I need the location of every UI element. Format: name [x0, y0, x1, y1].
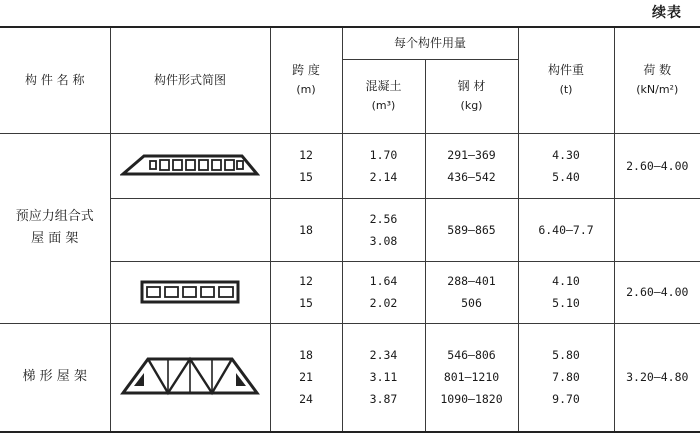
- concrete-cell: [342, 261, 425, 323]
- concrete-value: 1.64: [369, 274, 398, 288]
- steel-value: 436—542: [447, 169, 496, 184]
- weight-cell: [518, 261, 614, 323]
- span-value: 18: [299, 222, 313, 237]
- concrete-value: 3.08: [369, 233, 398, 248]
- component-name-cell: [0, 323, 110, 432]
- header-load: [614, 27, 700, 133]
- concrete-value: 2.02: [369, 296, 398, 310]
- weight-value: 4.30: [552, 147, 580, 162]
- header-load-unit: (kN/m²): [636, 83, 679, 97]
- component-name-line: 梯 形 屋 架: [22, 369, 87, 385]
- rectangular-frame-diagram: [140, 279, 240, 305]
- concrete-value: 2.56: [369, 211, 398, 226]
- header-steel-unit: (kg): [460, 99, 483, 112]
- load-cell: [614, 323, 700, 432]
- steel-cell: [425, 133, 518, 198]
- concrete-value: 2.14: [369, 169, 398, 184]
- header-span-unit: (m): [296, 83, 316, 97]
- span-value: 15: [299, 169, 313, 184]
- diagram-cell: [110, 198, 270, 261]
- weight-value: 9.70: [552, 392, 580, 407]
- weight-cell: [518, 198, 614, 261]
- load-value: 2.60—4.00: [626, 285, 689, 299]
- concrete-cell: [342, 133, 425, 198]
- diagram-cell: [110, 323, 270, 432]
- weight-cell: [518, 133, 614, 198]
- header-weight-unit: (t): [559, 83, 573, 97]
- steel-value: 288—401: [447, 274, 496, 288]
- header-span-label: 跨 度: [292, 63, 320, 78]
- trapezoid-truss-diagram: [120, 146, 260, 186]
- span-value: 24: [299, 392, 313, 407]
- trapezoidal-truss-diagram: [120, 353, 260, 401]
- concrete-value: 1.70: [369, 147, 398, 162]
- steel-value: 589—865: [447, 222, 496, 237]
- table-row: [0, 133, 700, 198]
- header-steel-label: 钢 材: [457, 79, 486, 93]
- weight-cell: [518, 323, 614, 432]
- span-cell: [270, 198, 342, 261]
- weight-value: 4.10: [552, 274, 580, 288]
- header-concrete-unit: (m³): [371, 99, 396, 112]
- steel-value: 1090—1820: [440, 392, 503, 407]
- concrete-cell: [342, 198, 425, 261]
- diagram-cell: [110, 133, 270, 198]
- span-cell: [270, 261, 342, 323]
- load-cell: [614, 198, 700, 261]
- span-cell: [270, 323, 342, 432]
- steel-cell: [425, 198, 518, 261]
- span-value: 12: [299, 274, 313, 288]
- concrete-value: 3.11: [369, 370, 398, 385]
- header-span: [270, 27, 342, 133]
- steel-value: 506: [461, 296, 482, 310]
- concrete-value: 2.34: [369, 348, 398, 363]
- steel-value: 546—806: [447, 348, 496, 363]
- component-name-line: 屋 面 架: [31, 231, 79, 246]
- weight-value: 5.80: [552, 348, 580, 363]
- span-value: 12: [299, 147, 313, 162]
- continued-label: 续表: [652, 5, 682, 21]
- span-cell: [270, 133, 342, 198]
- header-diagram: 构件形式简图: [110, 27, 270, 133]
- header-material-group: 每个构件用量: [342, 27, 518, 59]
- header-concrete: [342, 59, 425, 133]
- load-cell: [614, 133, 700, 198]
- weight-value: 7.80: [552, 370, 580, 385]
- load-value: 2.60—4.00: [626, 158, 689, 173]
- steel-cell: [425, 323, 518, 432]
- header-load-label: 荷 数: [643, 63, 672, 78]
- table-row: [0, 323, 700, 432]
- concrete-value: 3.87: [369, 392, 398, 407]
- steel-value: 291—369: [447, 147, 496, 162]
- component-spec-table: [0, 26, 700, 433]
- weight-value: 5.40: [552, 169, 580, 184]
- steel-value: 801—1210: [443, 370, 500, 385]
- header-weight: [518, 27, 614, 133]
- span-value: 18: [299, 348, 313, 363]
- span-value: 21: [299, 370, 313, 385]
- load-cell: [614, 261, 700, 323]
- span-value: 15: [299, 296, 313, 310]
- steel-cell: [425, 261, 518, 323]
- header-concrete-label: 混凝土: [365, 79, 402, 93]
- diagram-cell: [110, 261, 270, 323]
- load-value: 3.20—4.80: [626, 370, 689, 385]
- component-name-cell: [0, 133, 110, 323]
- concrete-cell: [342, 323, 425, 432]
- weight-value: 6.40—7.7: [538, 222, 594, 237]
- component-name-line: 预应力组合式: [15, 209, 94, 224]
- weight-value: 5.10: [552, 296, 580, 310]
- header-weight-label: 构件重: [548, 63, 585, 78]
- header-name: 构 件 名 称: [0, 27, 110, 133]
- header-steel: [425, 59, 518, 133]
